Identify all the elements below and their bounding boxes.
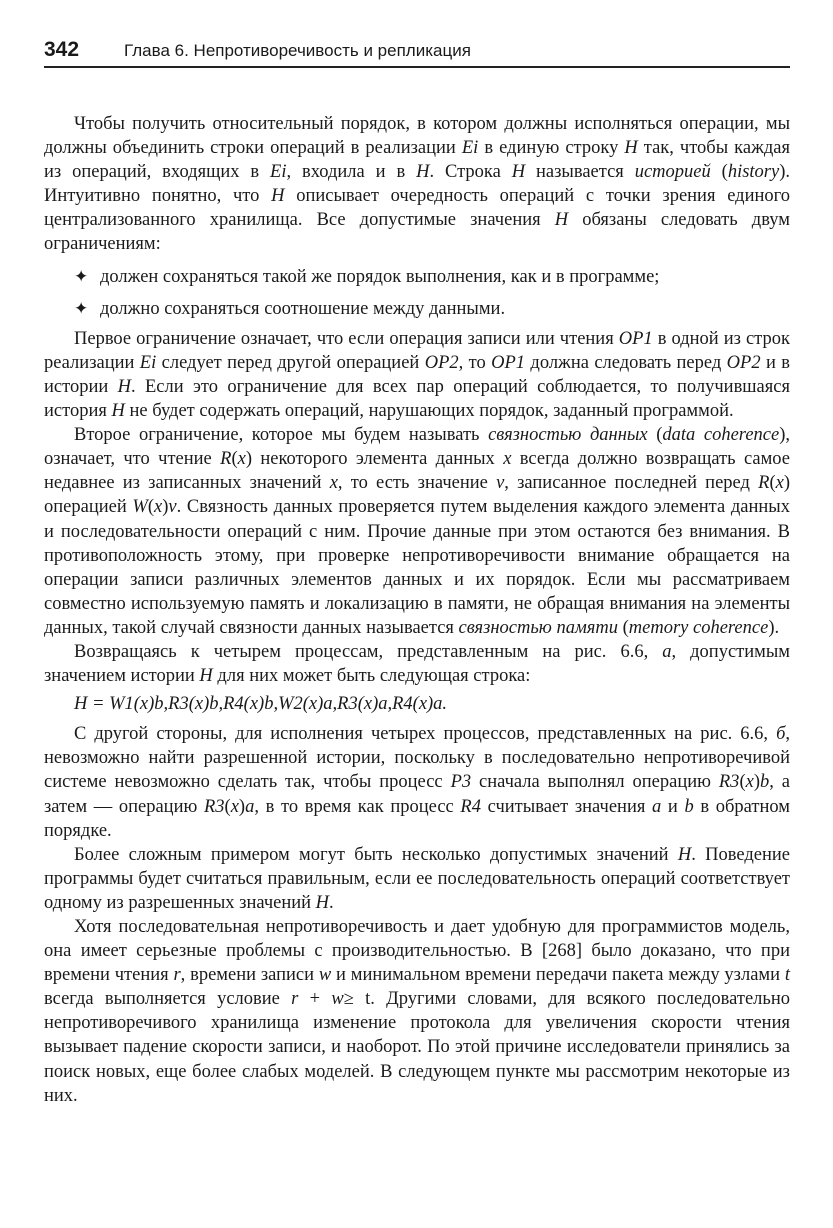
italic-run: связностью памяти [458, 617, 618, 638]
text-run: ( [710, 162, 728, 183]
text-run: в обратном порядке. [44, 796, 791, 841]
text-run: Первое ограничение означает, что если операция записи или чтения [74, 328, 619, 349]
text-run: С другой стороны, для исполнения четырех процессов, представленных на рис. 6.6, [74, 724, 777, 745]
paragraph [44, 327, 790, 423]
italic-run: H [511, 162, 526, 183]
bullet-star-icon: ✦ [74, 298, 89, 318]
italic-run: x [230, 796, 239, 817]
text-run: считывает значения [480, 796, 653, 817]
text-run: + [298, 989, 332, 1010]
italic-run: v [168, 497, 177, 518]
italic-run: R [220, 449, 232, 470]
text-run: , в то время как процесс [254, 796, 461, 817]
italic-run: Ei [270, 162, 287, 183]
text-run: не будет содержать операций, нарушающих порядок, заданный программой. [124, 401, 734, 422]
text-run: ( [617, 617, 629, 638]
bullet-text: должно сохраняться соотношение между данными. [100, 298, 506, 319]
italic-run: OP2 [424, 352, 459, 373]
italic-run: R3 [718, 772, 740, 793]
text-run: и [661, 796, 685, 817]
body-text [44, 112, 790, 1108]
italic-run: x [775, 473, 784, 494]
paragraph [44, 640, 790, 688]
italic-run: w [318, 965, 332, 986]
italic-run: H [199, 666, 213, 687]
paragraph [44, 722, 790, 842]
text-run: ≥ t. Другими словами, для всякого последовательно непротиворечивого хранилища изменение протокола для увеличения скорости чтения вызывает падение скорости записи, и наоборот. По этой причине исследователи принялись за поиск новых, еще более слабых моделей. В следующем пункте мы рассмотрим некоторые из них. [44, 989, 791, 1106]
text-run: обязаны следовать двум ограничениям: [44, 210, 791, 255]
text-run: ) [238, 796, 246, 817]
italic-run: memory coherence [628, 617, 769, 638]
text-run: ( [224, 796, 231, 817]
text-run: ). [768, 617, 780, 638]
italic-run: R4 [460, 796, 481, 817]
text-run: называется [525, 162, 635, 183]
text-run: Хотя последовательная непротиворечивость и дает удобную для программистов модель, она имеет серьезные проблемы с производительностью. В [268] было доказано, что при времени чтения [44, 917, 790, 986]
text-run: Возвращаясь к четырем процессам, представленным на рис. 6.6, [74, 641, 663, 662]
italic-run: w [331, 989, 344, 1010]
text-run: следует перед другой операцией [156, 352, 425, 373]
text-run: ( [739, 772, 746, 793]
text-run: Чтобы получить относительный порядок, в котором должны исполняться операции, мы должны объединить строки операций в реализации [44, 114, 790, 159]
italic-run: b [684, 796, 694, 817]
italic-run: Ei [139, 352, 157, 373]
text-run: ) некоторого элемента данных [245, 449, 504, 470]
text-run: должна следовать перед [525, 352, 727, 373]
italic-run: history [727, 162, 780, 183]
paragraph [44, 843, 790, 915]
text-run: так, чтобы каждая из операций, входящих в [44, 138, 790, 183]
running-header [44, 36, 790, 68]
text-run: , записанное последней перед [504, 473, 759, 494]
text-run: , невозможно найти разрешенной истории, поскольку в последовательно непротиворечивой системе невозможно сделать так, чтобы процесс [44, 724, 790, 793]
italic-run: OP2 [726, 352, 761, 373]
text-run: , а затем — операцию [44, 772, 790, 817]
italic-run: data coherence [662, 425, 780, 446]
text-run: , входила и в [286, 162, 417, 183]
italic-run: R3 [203, 796, 225, 817]
bullet-text: должен сохраняться такой же порядок выполнения, как и в программе; [100, 266, 660, 287]
text-run: Более сложным примером могут быть несколько допустимых значений [74, 844, 678, 865]
italic-run: x [745, 772, 754, 793]
text-run: , то [458, 352, 492, 373]
text-run: ( [647, 425, 663, 446]
italic-run: r [291, 989, 299, 1010]
page-number: 342 [44, 38, 80, 61]
text-run: сначала выполнял операцию [471, 772, 719, 793]
text-run: всегда должно возвращать самое недавнее из записанных значений [44, 449, 790, 494]
paragraph [44, 915, 790, 1108]
italic-run: W [132, 497, 148, 518]
italic-run: б [776, 724, 786, 745]
italic-run: H [677, 844, 692, 865]
text-run: , времени записи [180, 965, 319, 986]
italic-run: x [329, 473, 338, 494]
history-formula: H = W1(x)b,R3(x)b,R4(x)b,W2(x)a,R3(x)a,R4(x)a. [74, 694, 448, 715]
italic-run: H [117, 376, 131, 397]
text-run: . Поведение программы будет считаться правильным, если ее последовательность операций соответствует одному из разрешенных значений [44, 844, 791, 913]
italic-run: t [784, 965, 790, 986]
text-run: и в истории [44, 352, 790, 397]
text-run: в одной из строк реализации [44, 328, 790, 373]
italic-run: H [271, 186, 285, 207]
text-run: . Связность данных проверяется путем выделения каждого элемента данных и последовательности операций с ним. Прочие данные при этом остаются без внимания. В противоположность этому, при проверке непротиворечивости внимание обращается на операции записи различных элементов данных и их порядок. Если мы рассматриваем совместно используемую память и локализацию в памяти, не обращая внимания на элементы данных, такой случай связности данных называется [44, 497, 790, 638]
italic-run: r [173, 965, 181, 986]
text-run: всегда выполняется условие [44, 989, 292, 1010]
bullet-item [74, 265, 790, 289]
text-run: . [329, 892, 334, 913]
bullet-item [74, 297, 790, 321]
text-run: в единую строку [478, 138, 625, 159]
paragraph [44, 112, 790, 257]
chapter-title: Глава 6. Непротиворечивость и репликация [124, 41, 471, 60]
text-run: ) [162, 497, 169, 518]
italic-run: H [111, 401, 125, 422]
italic-run: H [554, 210, 569, 231]
text-run: для них может быть следующая строка: [212, 666, 531, 687]
italic-run: P3 [450, 772, 472, 793]
text-run: Второе ограничение, которое мы будем называть [74, 425, 489, 446]
italic-run: R [758, 473, 770, 494]
italic-run: x [503, 449, 512, 470]
italic-run: a [652, 796, 662, 817]
bullet-star-icon: ✦ [74, 266, 89, 286]
italic-run: а [662, 641, 672, 662]
text-run: , то есть значение [337, 473, 497, 494]
italic-run: a [245, 796, 255, 817]
italic-run: b [760, 772, 770, 793]
text-run: ), означает, что чтение [44, 425, 790, 470]
text-run: ) операцией [44, 473, 791, 518]
text-run: и минимальном времени передачи пакета между узлами [331, 965, 785, 986]
italic-run: OP1 [491, 352, 526, 373]
text-run: описывает очередность операций с точки зрения единого централизованного хранилища. Все допустимые значения [44, 186, 791, 231]
text-run: . Если это ограничение для всех пар операций соблюдается, то получившаяся история [44, 376, 790, 422]
italic-run: H [315, 892, 330, 913]
italic-run: OP1 [618, 328, 653, 349]
italic-run: связностью данных [488, 425, 648, 446]
text-run: ). Интуитивно понятно, что [44, 162, 791, 207]
paragraph [44, 423, 790, 640]
italic-run: H [416, 162, 430, 183]
italic-run: v [496, 473, 505, 494]
text-run: ( [769, 473, 776, 494]
italic-run: x [237, 449, 246, 470]
text-run: . Строка [429, 162, 512, 183]
text-run: ) [753, 772, 760, 793]
text-run: ( [147, 497, 155, 518]
text-run: , допустимым значением истории [44, 641, 791, 687]
italic-run: историей [634, 162, 711, 183]
italic-run: Ei [461, 138, 479, 159]
italic-run: H [624, 138, 638, 159]
italic-run: x [154, 497, 163, 518]
text-run: ( [231, 449, 238, 470]
